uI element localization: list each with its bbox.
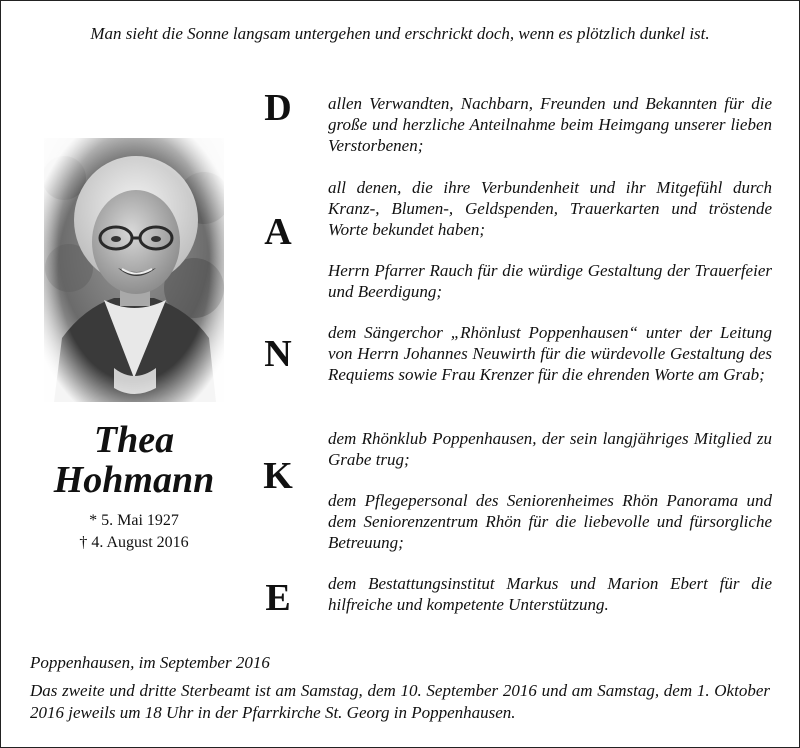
danke-letter-n: N (264, 333, 292, 375)
birth-date: * 5. Mai 1927 (89, 512, 179, 529)
danke-letter-d: D (264, 87, 292, 129)
thanks-choir: dem Sängerchor „Rhönlust Poppenhausen“ unter der Leitung von Herrn Johannes Neuwirth für die würdevolle Gestaltung des Requiems sowie Frau Krenzer für die ehrenden Worte am Grab; (328, 323, 772, 384)
thanks-pastor: Herrn Pfarrer Rauch für die würdige Gestaltung der Trauerfeier und Beerdigung; (328, 261, 772, 301)
memorial-mass-note: Das zweite und dritte Sterbeamt ist am Samstag, dem 10. September 2016 und am Samstag, dem 1. Oktober 2016 jeweils um 18 Uhr in der Pfarrkirche St. Georg in Poppenhausen. (30, 681, 770, 722)
portrait-photo (44, 138, 224, 402)
deceased-last-name: Hohmann (53, 459, 215, 501)
thanks-funeral-home: dem Bestattungsinstitut Markus und Marion Ebert für die hilfreiche und kompetente Unterstützung. (328, 574, 772, 614)
danke-letter-a: A (264, 211, 292, 253)
death-date: † 4. August 2016 (79, 534, 189, 551)
motto-quote: Man sieht die Sonne langsam untergehen und erschrickt doch, wenn es plötzlich dunkel ist. (90, 24, 710, 43)
thanks-sympathy: all denen, die ihre Verbundenheit und ihr Mitgefühl durch Kranz-, Blumen-, Geldspenden, Trauerkarten und tröstende Worte bekundet haben; (328, 178, 772, 239)
thanks-care-staff: dem Pflegepersonal des Seniorenheimes Rhön Panorama und dem Seniorenzentrum Rhön für die liebevolle und fürsorgliche Betreuung; (328, 491, 772, 552)
place-and-date: Poppenhausen, im September 2016 (30, 653, 270, 672)
danke-letter-e: E (265, 577, 291, 619)
thanks-relatives: allen Verwandten, Nachbarn, Freunden und Bekannten für die große und herzliche Anteilnahme beim Heimgang unserer lieben Verstorbenen; (328, 94, 772, 155)
deceased-first-name: Thea (93, 419, 175, 461)
danke-letter-k: K (263, 455, 293, 497)
thanks-rhoenklub: dem Rhönklub Poppenhausen, der sein langjähriges Mitglied zu Grabe trug; (328, 429, 772, 469)
